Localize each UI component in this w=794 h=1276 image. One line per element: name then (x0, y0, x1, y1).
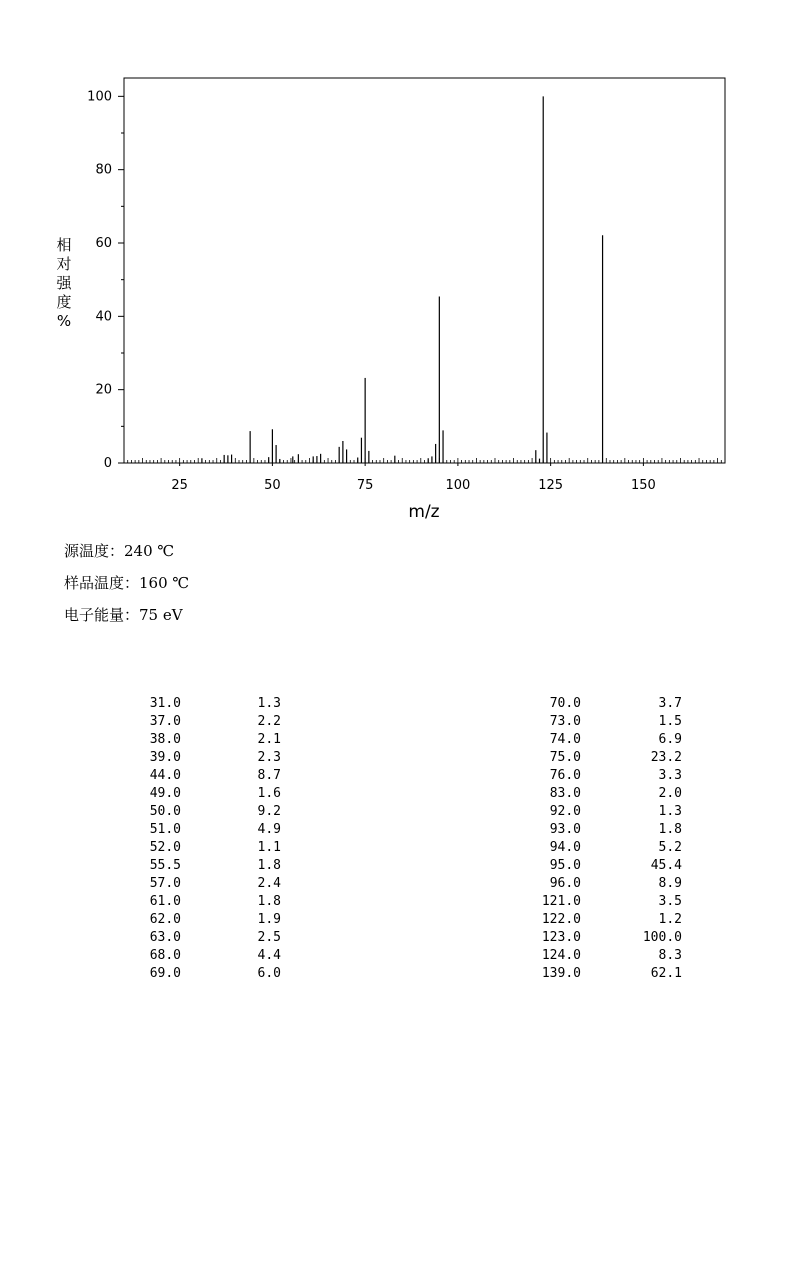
peak-intensity: 2.0 (658, 786, 682, 801)
peak-mz: 63.0 (149, 930, 181, 945)
peak-row (0, 947, 794, 965)
y-tick-label: 60 (95, 236, 112, 251)
peak-mz: 74.0 (549, 732, 581, 747)
peak-intensity: 45.4 (650, 858, 682, 873)
peak-intensity: 9.2 (257, 804, 281, 819)
peak-mz: 75.0 (549, 750, 581, 765)
y-axis-title-char: 相 (56, 236, 72, 254)
peak-row (0, 911, 794, 929)
peak-mz: 62.0 (149, 912, 181, 927)
peak-intensity: 6.0 (257, 966, 281, 981)
electron-energy (64, 604, 183, 625)
peak-intensity: 2.5 (257, 930, 281, 945)
y-axis-title (56, 236, 72, 330)
peak-intensity: 8.9 (658, 876, 682, 891)
x-tick-label: 125 (538, 478, 564, 493)
peak-mz: 94.0 (549, 840, 581, 855)
peak-mz: 139.0 (541, 966, 581, 981)
peak-intensity: 1.8 (257, 894, 281, 909)
peak-row (0, 767, 794, 785)
source-temperature (64, 540, 174, 561)
spectrum-peaks (202, 96, 603, 463)
peak-intensity: 4.4 (257, 948, 281, 963)
peak-mz: 83.0 (549, 786, 581, 801)
y-tick-label: 0 (103, 456, 112, 471)
sample-temperature (64, 572, 189, 593)
x-tick-label: 25 (171, 478, 188, 493)
peak-row (0, 803, 794, 821)
peak-mz: 52.0 (149, 840, 181, 855)
y-tick-label: 100 (87, 89, 112, 105)
peak-intensity: 62.1 (650, 966, 682, 981)
peak-mz: 73.0 (549, 714, 581, 729)
source-temperature-label: 源温度： (64, 542, 125, 560)
peak-mz: 44.0 (149, 768, 181, 783)
peak-mz: 121.0 (541, 894, 581, 909)
peak-mz: 49.0 (149, 786, 181, 801)
y-axis-title-char: 强 (56, 274, 72, 292)
y-tick-label: 20 (95, 382, 112, 398)
peak-mz: 68.0 (149, 948, 181, 963)
peak-row (0, 749, 794, 767)
peak-row (0, 821, 794, 839)
peak-intensity: 1.1 (257, 840, 281, 855)
peak-row (0, 929, 794, 947)
electron-energy-value: 75 eV (139, 606, 183, 624)
peak-intensity: 1.8 (658, 822, 682, 837)
peak-row (0, 731, 794, 749)
peak-mz: 122.0 (541, 912, 581, 927)
peak-row (0, 965, 794, 983)
peak-intensity: 23.2 (650, 750, 682, 765)
peak-mz: 123.0 (541, 930, 581, 945)
peak-intensity: 2.1 (257, 732, 281, 747)
peak-intensity: 1.8 (257, 858, 281, 873)
peak-intensity: 1.2 (658, 912, 682, 927)
peak-mz: 93.0 (549, 822, 581, 837)
x-tick-label: 75 (356, 478, 374, 493)
peak-intensity: 1.3 (257, 696, 281, 711)
peak-intensity: 8.3 (658, 948, 682, 963)
peak-mz: 95.0 (549, 858, 581, 873)
peak-mz: 124.0 (541, 948, 581, 963)
peak-intensity: 1.9 (257, 912, 281, 927)
y-axis-title-char: 对 (56, 255, 72, 273)
x-tick-label: 100 (445, 478, 471, 493)
peak-row (0, 695, 794, 713)
peak-mz: 55.5 (149, 858, 181, 873)
peak-mz: 69.0 (149, 966, 181, 981)
peak-mz: 70.0 (549, 696, 581, 711)
y-axis-ticks (87, 89, 124, 471)
peak-row (0, 857, 794, 875)
x-minor-ticks (124, 458, 721, 463)
peak-mz: 96.0 (549, 876, 581, 891)
electron-energy-label: 电子能量： (64, 606, 140, 624)
peak-intensity: 8.7 (257, 768, 281, 783)
x-axis-title: m/z (408, 502, 440, 522)
y-tick-label: 40 (95, 309, 112, 325)
peak-intensity: 2.4 (257, 876, 281, 891)
x-tick-label: 150 (630, 478, 656, 493)
peak-intensity: 3.3 (658, 768, 682, 783)
peak-mz: 51.0 (149, 822, 181, 837)
y-axis-title-char: 度 (56, 293, 72, 311)
peak-row (0, 785, 794, 803)
peak-table-right (0, 695, 794, 983)
peak-intensity: 1.3 (658, 804, 682, 819)
peak-intensity: 3.5 (658, 894, 682, 909)
peak-intensity: 100.0 (642, 930, 682, 945)
peak-intensity: 1.6 (257, 786, 281, 801)
x-tick-label: 50 (264, 478, 281, 493)
peak-intensity: 3.7 (658, 696, 682, 711)
y-tick-label: 80 (95, 162, 112, 178)
peak-intensity: 6.9 (658, 732, 682, 747)
y-axis-title-char: % (56, 312, 72, 330)
peak-row (0, 839, 794, 857)
peak-mz: 38.0 (149, 732, 181, 747)
plot-frame (124, 78, 725, 463)
peak-mz: 57.0 (149, 876, 181, 891)
peak-mz: 37.0 (149, 714, 181, 729)
peak-intensity: 4.9 (257, 822, 281, 837)
peak-intensity: 2.2 (257, 714, 281, 729)
peak-mz: 50.0 (149, 804, 181, 819)
peak-mz: 92.0 (549, 804, 581, 819)
peak-mz: 61.0 (149, 894, 181, 909)
sample-temperature-value: 160 ℃ (139, 574, 190, 592)
mass-spectrum-chart (0, 0, 794, 530)
peak-intensity: 5.2 (658, 840, 682, 855)
source-temperature-value: 240 ℃ (124, 542, 175, 560)
peak-row (0, 713, 794, 731)
peak-mz: 31.0 (149, 696, 181, 711)
peak-intensity: 2.3 (257, 750, 281, 765)
x-axis-ticks (171, 463, 655, 493)
peak-row (0, 893, 794, 911)
peak-mz: 76.0 (549, 768, 581, 783)
peak-intensity: 1.5 (658, 714, 682, 729)
peak-mz: 39.0 (149, 750, 181, 765)
sample-temperature-label: 样品温度： (64, 574, 140, 592)
peak-row (0, 875, 794, 893)
